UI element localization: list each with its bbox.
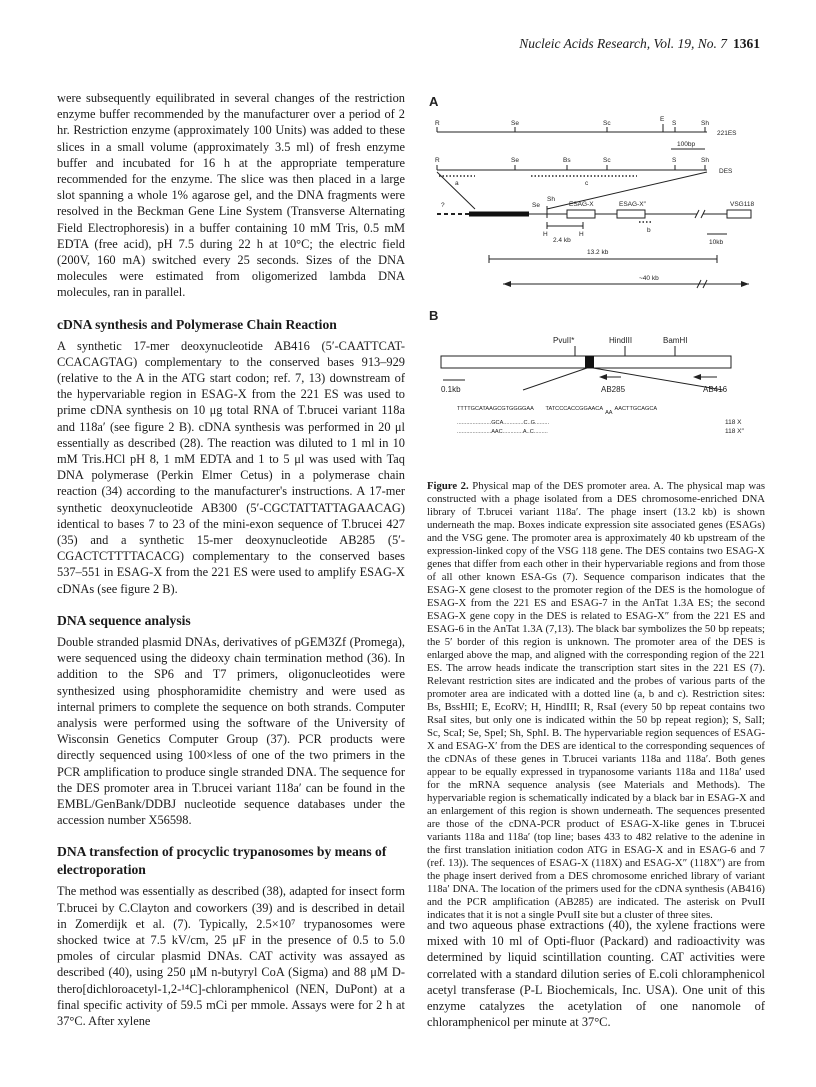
site-label-r: R	[435, 120, 440, 127]
running-header	[519, 36, 760, 52]
probe-label-b: b	[647, 227, 651, 234]
primer-label-ab285: AB285	[601, 385, 626, 394]
section-heading-transfection: DNA transfection of procyclic trypanosomes by means of electroporation	[57, 844, 387, 878]
primer-label-ab416: AB416	[703, 385, 728, 394]
scale-label-10kb: 10kb	[709, 239, 724, 246]
distance-label-13-2kb: 13.2 kb	[587, 249, 609, 256]
site-label-e: E	[660, 116, 665, 123]
journal-title: Nucleic Acids Research, Vol. 19, No. 7	[519, 36, 727, 51]
sequence-118x: ......................GCA.............C..G.........	[457, 420, 550, 426]
figure-caption	[427, 480, 765, 922]
sequence-top: TTTTGCATAAGCGTGGGGAA TATCCCACCGGAACAAAAACTTGCAGCA	[457, 406, 658, 416]
figure-2	[427, 94, 763, 479]
site-label-h1: H	[543, 231, 548, 238]
site-label-sc: Sc	[603, 120, 611, 127]
transfection-paragraph: The method was essentially as described (38), adapted for insect form T.brucei by C.Clayton and coworkers (39) and is described in detail in Zomerdijk et al. (7). Typically, 2.5×10⁷ trypanosomes were shocked twice at 7.5 kV/cm, 25 μF in the presence of 0.5 to 5.0 pmoles of circular plasmid DNAs. CAT activity was assayed as described (40), using 250 μM n-butyryl CoA (Sigma) and 88 μM D-thero[dichloroacetyl-1,2-¹⁴C]-chloramphenicol (NEN, DuPont) at a final specific activity of 59.5 mCi per mmole. Assays were for 2 h at 37°C. After xylene	[57, 884, 405, 1028]
site-label-s: S	[672, 120, 677, 127]
caption-label: Figure 2.	[427, 480, 469, 492]
right-column-paragraph: and two aqueous phase extractions (40), the xylene fractions were mixed with 10 ml of Opti-fluor (Packard) and radioactivity was determined by liquid scintillation counting. CAT activities were correlated with a standard dilution series of E.coli chloramphenicol acetyl transferase (P-L Biochemicals, Inc. USA). One unit of this enzyme catalyzes the acetylation of one nanomole of chloramphenicol per minute at 37°C.	[427, 918, 765, 1030]
sequence-label-118x: 118 X	[725, 419, 742, 426]
panel-a-label: A	[429, 94, 439, 109]
unknown-border-label: ?	[441, 202, 445, 209]
caption-text: Physical map of the DES promoter area. A. The physical map was constructed with a phage isolated from a DES chromosome-enriched DNA library of T.brucei variant 118a′. The phage insert (13.2 kb) is shown underneath the map. Boxes indicate expression site associated genes (ESAGs) and the VSG gene. The promoter area is approximately 40 kb upstream of the expression-linked copy of the VSG 118 gene. The DES contains two ESAG-X genes that differ from each other in their hypervariable regions and from those of all other known ESA-Gs (7). Sequence comparison indicates that the ESAG-X gene closest to the promoter region of the DES is the homologue of ESAG-X from the 221 ES and ESAG-7 in the AnTat 1.3A ES; the second ESAG-X gene copy in the DES is related to ESAG-X″ from the 221 ES and ESAG-6 in the AnTat 1.3A (7,13). The black bar symbolizes the 50 bp repeats; the 5′ border of this region is unknown. The promoter area of the DES is enlarged above the map, and aligned with the corresponding region of the 221 ES. The arrow heads indicate the transcription start sites in the 221 ES (7). Relevant restriction sites are indicated and the probes of various parts of the promoter area are indicated with a dotted line (a, b and c). Restriction sites: Bs, BssHII; E, EcoRV; H, HindIII; R, RsaI (every 50 bp repeat contains two RsaI sites, but only one is indicated within the 50 bp repeat region); S, SalI; Sc, ScaI; Se, SpeI; Sh, SphI. B. The hypervariable region sequences of ESAG-X and ESAG-X′ from the DES are identical to the corresponding sequences of the cDNAs of these genes in T.brucei variants 118a and 118a′. Both genes appear to be equally expressed in trypanosome variants 118a and 118a′ used for the mRNA sequence analysis (see Materials and Methods). The hypervariable region is schematically indicated by a black bar in ESAG-X and an enlargement of this region is shown underneath. The sequences presented are those of the cDNA-PCR product of ESAG-X-like genes in T.brucei variants 118a and 118a′ (top line; bases 433 to 482 relative to the adenine in the first translation initiation codon ATG in ESAG-X and in ESAG-6 and 7 (ref. 13)). The sequences of ESAG-X (118X) and ESAG-X″ (118X″) are from the phage insert derived from a DES chromosome enriched library of variant 118a′ DNA. The location of the primers used for the cDNA synthesis (AB416) and the PCR amplification (AB285) are indicated. The asterisk on PvuII indicates that it is not a single PvuII site but a cluster of three sites.	[427, 480, 765, 921]
gene-label-vsg118: VSG118	[730, 201, 755, 208]
section-heading-cdna: cDNA synthesis and Polymerase Chain Reaction	[57, 316, 337, 332]
panel-b-label: B	[429, 308, 439, 323]
site-label-r-des: R	[435, 157, 440, 164]
page-number: 1361	[733, 36, 760, 51]
distance-label-40kb: ~40 kb	[639, 275, 659, 282]
scale-label-0-1kb: 0.1kb	[441, 385, 461, 394]
sequence-paragraph: Double stranded plasmid DNAs, derivatives of pGEM3Zf (Promega), were sequenced using the dideoxy chain termination method (36). In addition to the SP6 and T7 primers, oligonucleotides were synthesized using phosphoramidite chemistry and were used as internal primers to complete the sequence on both strands. Computer analysis were performed using the software of the University of Wisconsin Genetics Computer Group (37). PCR products were directly sequenced using 100×less of one of the two primers in the PCR amplification to produce single stranded DNA. The sequence for the DES promoter area in T.brucei variant 118a′ can be found in the EMBL/GenBank/DDBJ nucleotide sequence databases under the accession number X56598.	[57, 634, 405, 828]
site-label-se: Se	[511, 120, 519, 127]
cdna-paragraph: A synthetic 17-mer deoxynucleotide AB416 (5′-CAATTCAT-CCACAGTAG) complementary to the conserved bases 913–929 (relative to the A in the ATG start codon; ref. 7, 13) downstream of the hypervariable region in ESAG-X from the 221 ES was used to prime cDNA synthesis on 10 μg total RNA of T.brucei variant 118a and 118a′ (see figure 2 B). cDNA synthesis was performed in 20 μl essentially as described (28). The reaction was diluted to 1 ml in 10 mM Tris.HCl pH 8, 1 mM EDTA and 1 to 5 μl was used with Taq DNA polymerase (Perkin Elmer Cetus) in a polymerase chain reaction (34) according to the manufacturer's instructions. A 17-mer synthetic deoxynucleotide AB300 (5′-CGCTATTATTAGAACAG) identical to bases 7 to 23 of the mini-exon sequence of T.brucei 427 (35) and a synthetic 15-mer deoxynucleotide AB285 (5′-CGACTCTTTTACACG) complementary to the conserved bases 537–551 in ESAG-X from the 221 ES were used to amplify ESAG-X cDNAs (see figure 2 B).	[57, 338, 405, 596]
site-label-sc-des: Sc	[603, 157, 611, 164]
intro-paragraph: were subsequently equilibrated in several changes of the restriction enzyme buffer recommended by the manufacturer over a period of 2 hr. Restriction enzyme (approximately 100 Units) was added to these slices in a small volume (approximately 3.5 ml) of fresh enzyme buffer and incubated for 16 h at the appropriate temperature recommended for the enzyme. The slice was then placed in a large slot spanning a whole 1% agarose gel, and the DNA fragments were resolved in the Beckman Gene Line System (Transverse Alternating Field Electrophoresis) in a buffer containing 10 mM Tris, 0.5 mM EDTA (free acid), pH 7.5 during 22 h at 10°C; the electric field (200V, 160 mA) switched every 25 seconds. Sizes of the DNA molecules were estimated from oligomerized lambda DNA molecules, ran in parallel.	[57, 91, 405, 300]
site-label-se-des: Se	[511, 157, 519, 164]
probe-label-a: a	[455, 180, 459, 187]
site-label-sh-des: Sh	[701, 157, 709, 164]
section-heading-sequence: DNA sequence analysis	[57, 612, 191, 628]
site-label-h2: H	[579, 231, 584, 238]
gene-label-esag-x: ESAG-X	[569, 201, 594, 208]
scale-label-100bp: 100bp	[677, 141, 696, 148]
site-label-pvuii: PvuII*	[553, 336, 575, 345]
hypervariable-region-bar	[585, 356, 594, 368]
site-label-sh: Sh	[701, 120, 709, 127]
site-label-hindiii: HindIII	[609, 336, 633, 345]
sequence-118x2: ......................AAC.............A..C.........	[457, 429, 548, 435]
sequence-label-118x2: 118 X″	[725, 428, 744, 435]
site-label-s-des: S	[672, 157, 677, 164]
left-column	[57, 90, 405, 1029]
site-label-bs: Bs	[563, 157, 571, 164]
probe-label-c: c	[585, 180, 589, 187]
map-label-221es: 221ES	[717, 130, 737, 137]
site-label-sh-map: Sh	[547, 196, 555, 203]
map-label-des: DES	[719, 168, 733, 175]
distance-label-2-4kb: 2.4 kb	[553, 237, 571, 244]
gene-label-esag-x2: ESAG-X″	[619, 201, 646, 208]
site-label-se-map: Se	[532, 202, 540, 209]
site-label-bamhi: BamHI	[663, 336, 688, 345]
